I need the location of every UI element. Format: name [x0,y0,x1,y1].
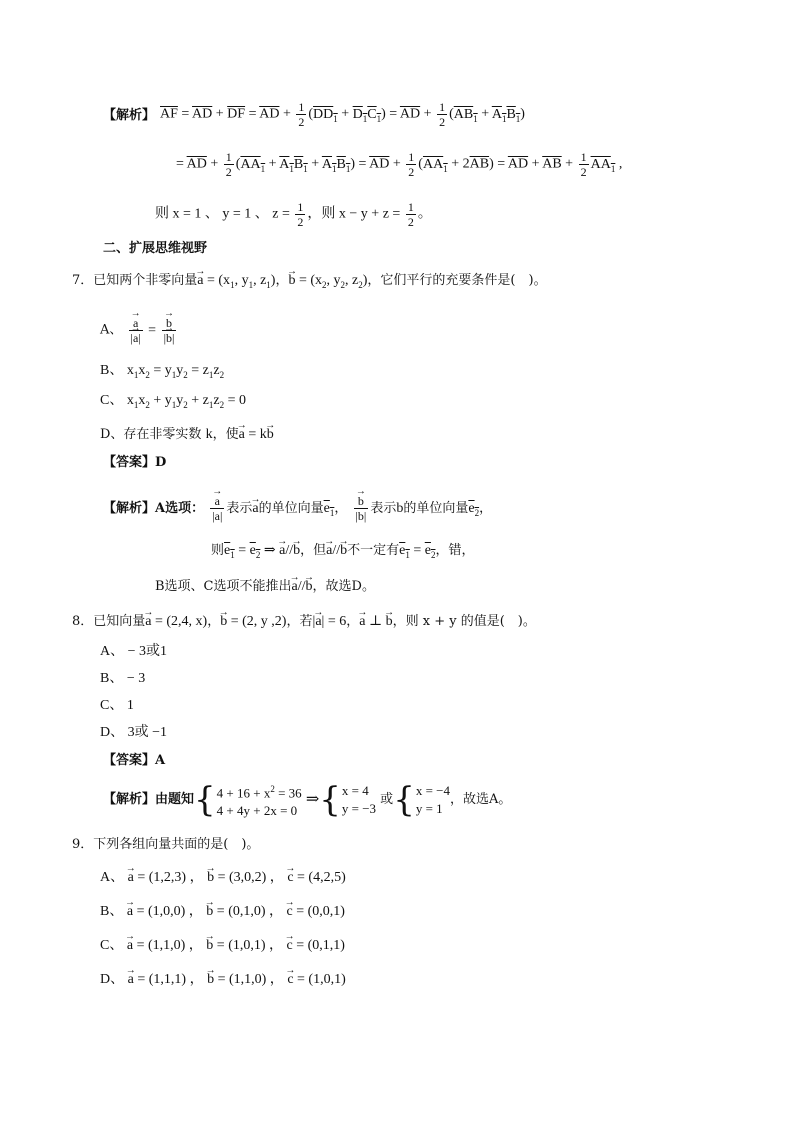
q7-analysis-line2-a: 则 [211,543,225,558]
q7-answer: 【答案】D [103,455,167,470]
q9-option-b-label: B、 [100,904,124,919]
q9-stem: 9．下列各组向量共面的是( )。 [72,837,260,852]
q7-option-a-label: A、 [100,322,123,338]
q7-analysis-line-2: 则$e_1 = e_2$ ⇒ → a//→ b，但→ a//→ b不一定有$e_1 = e_2$，错， [211,542,474,564]
q7-analysis-line2-d: ，错， [435,543,475,558]
q8-system-3 [416,782,450,818]
q8-system-2-row-1: x = 4 [341,783,369,799]
q7-option-a [100,316,178,345]
formula-line-2: = $\overline{AD}$ + $\frac{1}{2}$ $(AA_1 + A_1B_1 + A_1B_1) = \overline{AD}$ + $\frac{1}{2}$ $(AA_1 + 2\overline{AB}) = \overline{AD} + \overline{AB}$ + $\frac{1}{2}$ $AA_1$ , [176,150,623,179]
q8-stem-mid: ，若 [286,614,313,629]
q7-analysis-line-1: 【解析】A选项： → $\frac{a}{|a|}$ 表示→ a的单位向量$e_1$， → $\frac{b}{|b|}$ 表示b的单位向量$e_2$， [103,494,492,523]
q8-answer: 【答案】A [103,753,166,768]
formula-line-1: $\overline{AF} = \overline{AD} + \overline{DF} = \overline{AD}$ + $\frac{1}{2}$ $(DD_1 + D_1C_1) = \overline{AD}$ + $\frac{1}{2}$ $(AB_1 + A_1B_1)$ [160,100,525,129]
q8-analysis-label: 【解析】由题知 [103,792,195,808]
q7-vector-a: → $a = (x_1$, $y_1$, $z_1$) [197,273,275,288]
q7-analysis-line3-a: B选项、C选项不能推出 [155,579,292,594]
q8-perp: → a ⊥ → b [359,614,392,629]
q8-system-2-row-2: y = −3 [341,801,377,817]
q7-option-d-k: k [205,427,213,442]
q8-stem-suffix: ，则 x + y 的值是( )。 [392,614,536,629]
q9-option-c-label: C、 [100,938,124,953]
q8-system-3-row-2: y = 1 [415,801,443,817]
q7-analysis-text-4: 表示 [370,501,397,516]
q9-option-d: D、 → a = (1,1,1) ， → b = (1,1,0) ， → c = (1,0,1) [100,971,346,989]
q7-analysis-text-5: 的单位向量 [403,501,469,516]
q9-option-d-label: D、 [100,972,125,987]
q7-stem: 7．已知两个非零向量→ $a = (x_1$, $y_1$, $z_1$)，→ $b = (x_2$, $y_2$, $z_2$)，它们平行的充要条件是( )。 [72,272,547,294]
q8-system-2 [342,782,376,818]
q8-option-a: A、 − 3或1 [100,644,168,659]
q8-tail: ，故选A。 [450,792,512,808]
q7-stem-prefix: 7．已知两个非零向量 [72,273,198,288]
q7-analysis-text-2: 的单位向量 [258,501,324,516]
q7-option-a-formula: → $\frac{a}{|\to a|}$ = → $\frac{b}{|\to b|}$ [127,323,179,338]
q8-analysis: 【解析】由题知{ $4 + 16 + x^2 = 36$ 4 + 4y + 2x = 0 ⇒{ x = 4 y = −3 或{ x = −4 y = 1 ，故选A。 [103,780,512,821]
q9-option-b: B、 → a = (1,0,0) ， → b = (0,1,0) ， → c = (0,0,1) [100,903,345,921]
q8-stem-prefix: 8．已知向量 [72,614,146,629]
q8-vector-b: → b = (2, y ,2) [220,614,286,629]
q8-norm: |→ a| = 6 [313,614,347,629]
q7-analysis-line-3: B选项、C选项不能推出→ a//→ b，故选D。 [155,578,375,596]
q7-option-d-eq: → a = k→ b [239,427,274,442]
q7-analysis-line2-b: ，但 [300,543,327,558]
q8-system-1: $4 + 16 + x^2 = 36$ 4 + 4y + 2x = 0 [216,784,302,819]
q8-system-3-row-1: x = −4 [415,783,450,799]
q7-option-d-prefix: D、存在非零实数 [100,427,202,442]
q7-analysis-line2-c: 不一定有 [347,543,400,558]
q9-option-c: C、 → a = (1,1,0) ， → b = (1,0,1) ， → c = (0,1,1) [100,937,345,955]
q9-option-a-label: A、 [100,870,125,885]
q7-vector-b: → $b = (x_2$, $y_2$, $z_2$) [288,273,367,288]
q7-analysis-text-1: 表示 [226,501,253,516]
q7-analysis-text-3: ， [334,501,348,516]
q8-vector-a: → a = (2,4, x) [145,614,207,629]
q8-option-d: D、 3或 −1 [100,725,168,740]
q8-option-b: B、 − 3 [100,671,146,686]
q7-stem-suffix: ，它们平行的充要条件是( )。 [367,273,547,288]
analysis-label: 【解析】 [103,108,156,123]
q7-option-c: C、 $x_1x_2 + y_1y_2 + z_1z_2 = 0$ [100,393,246,410]
q8-or: 或 [380,792,394,808]
q7-analysis-label: 【解析】A选项： [103,501,205,516]
result-line: 则 x = 1 、 y = 1 、 z = $\frac{1}{2}$ ，则 x − y + z = $\frac{1}{2}$ 。 [155,200,432,229]
q7-option-b: B、 $x_1x_2 = y_1y_2 = z_1z_2$ [100,363,225,380]
q7-analysis-line3-b: ，故选D。 [312,579,375,594]
q9-option-a: A、 → a = (1,2,3) ， → b = (3,0,2) ， → c = (4,2,5) [100,869,346,887]
section-title: 二、扩展思维视野 [103,241,208,256]
q8-option-c: C、 1 [100,698,134,713]
q8-stem: 8．已知向量→ a = (2,4, x)，→ b = (2, y ,2)，若|→ a| = 6，→ a ⊥ → b，则 x + y 的值是( )。 [72,613,536,631]
q7-option-d-mid: ，使 [212,427,239,442]
q7-option-d [100,426,274,444]
